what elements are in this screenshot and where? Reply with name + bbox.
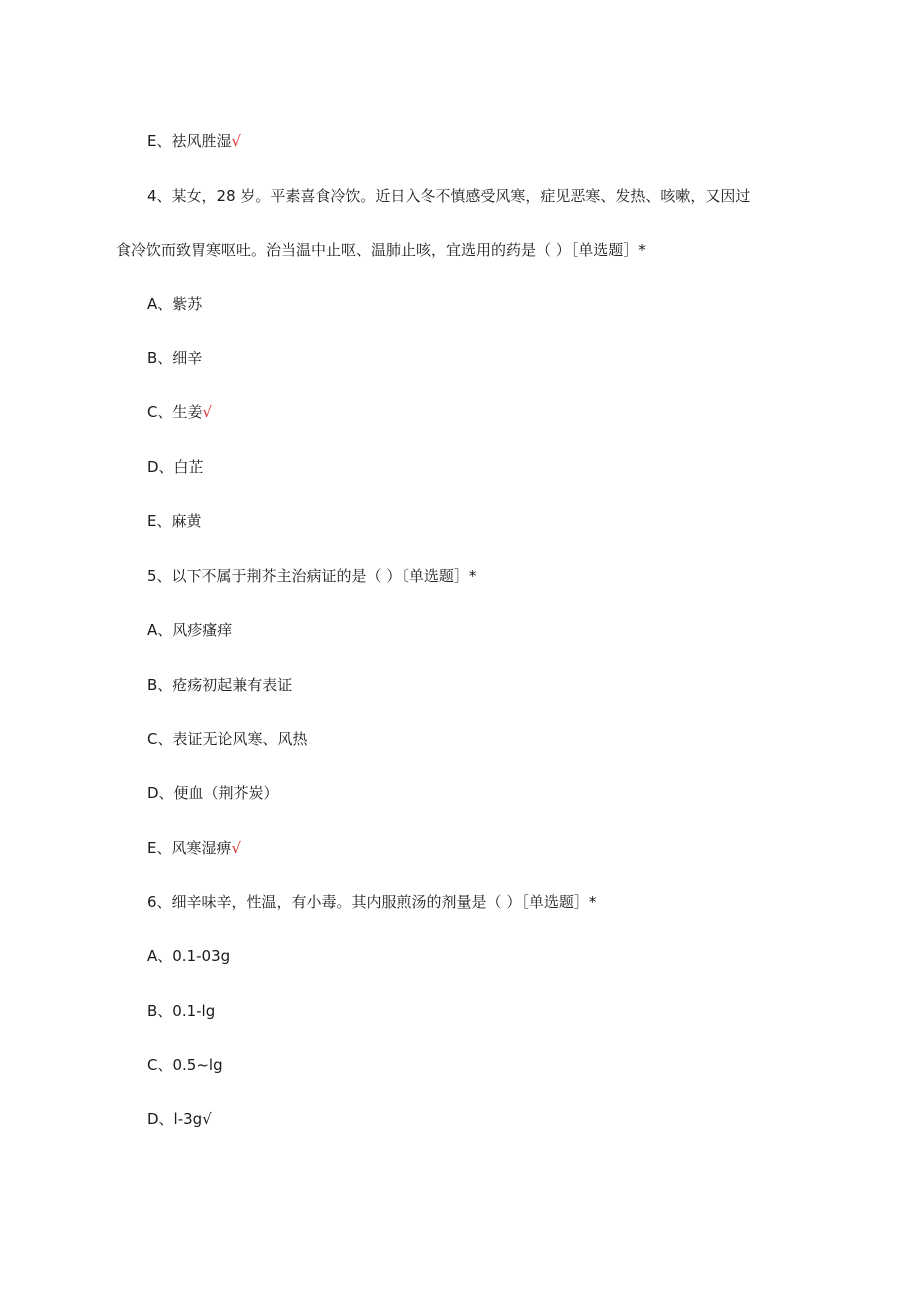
- q5-option-d: D、便血（荆芥炭）: [147, 784, 279, 802]
- option-text: D、l-3g: [147, 1110, 203, 1128]
- q4-option-c: [147, 402, 212, 422]
- q6-option-c: C、0.5~lg: [147, 1056, 223, 1074]
- q5-option-c: C、表证无论风寒、风热: [147, 730, 308, 748]
- correct-mark-icon: √: [231, 132, 242, 150]
- correct-mark-icon: √: [202, 403, 213, 421]
- option-text: E、风寒湿痹: [147, 839, 232, 857]
- q4-option-e: E、麻黄: [147, 512, 202, 530]
- correct-mark-icon: √: [231, 839, 242, 857]
- q4-stem-line2: 食冷饮而致胃寒呕吐。治当温中止呕、温肺止咳，宜选用的药是（ ）［单选题］*: [116, 241, 646, 259]
- q4-option-b: B、细辛: [147, 349, 203, 367]
- q5-option-b: B、疮疡初起兼有表证: [147, 676, 293, 694]
- q4-option-a: A、紫苏: [147, 295, 203, 313]
- q6-stem: 6、细辛味辛，性温，有小毒。其内服煎汤的剂量是（ ）［单选题］*: [147, 893, 597, 911]
- q6-option-a: A、0.1-03g: [147, 947, 231, 965]
- q5-option-e: [147, 838, 241, 858]
- option-text: C、生姜: [147, 403, 203, 421]
- q5-stem: 5、以下不属于荆芥主治病证的是（ ）〔单选题］*: [147, 567, 477, 585]
- q6-option-d: [147, 1109, 212, 1129]
- q4-option-d: D、白芷: [147, 458, 204, 476]
- q6-option-b: B、0.1-lg: [147, 1002, 216, 1020]
- q4-stem-line1: 4、某女，28 岁。平素喜食冷饮。近日入冬不慎感受风寒，症见恶寒、发热、咳嗽，又因过: [147, 187, 751, 205]
- option-text: E、祛风胜湿: [147, 132, 232, 150]
- q5-option-a: A、风疹瘙痒: [147, 621, 233, 639]
- q3-option-e: [147, 131, 241, 151]
- correct-mark-icon: √: [202, 1110, 212, 1128]
